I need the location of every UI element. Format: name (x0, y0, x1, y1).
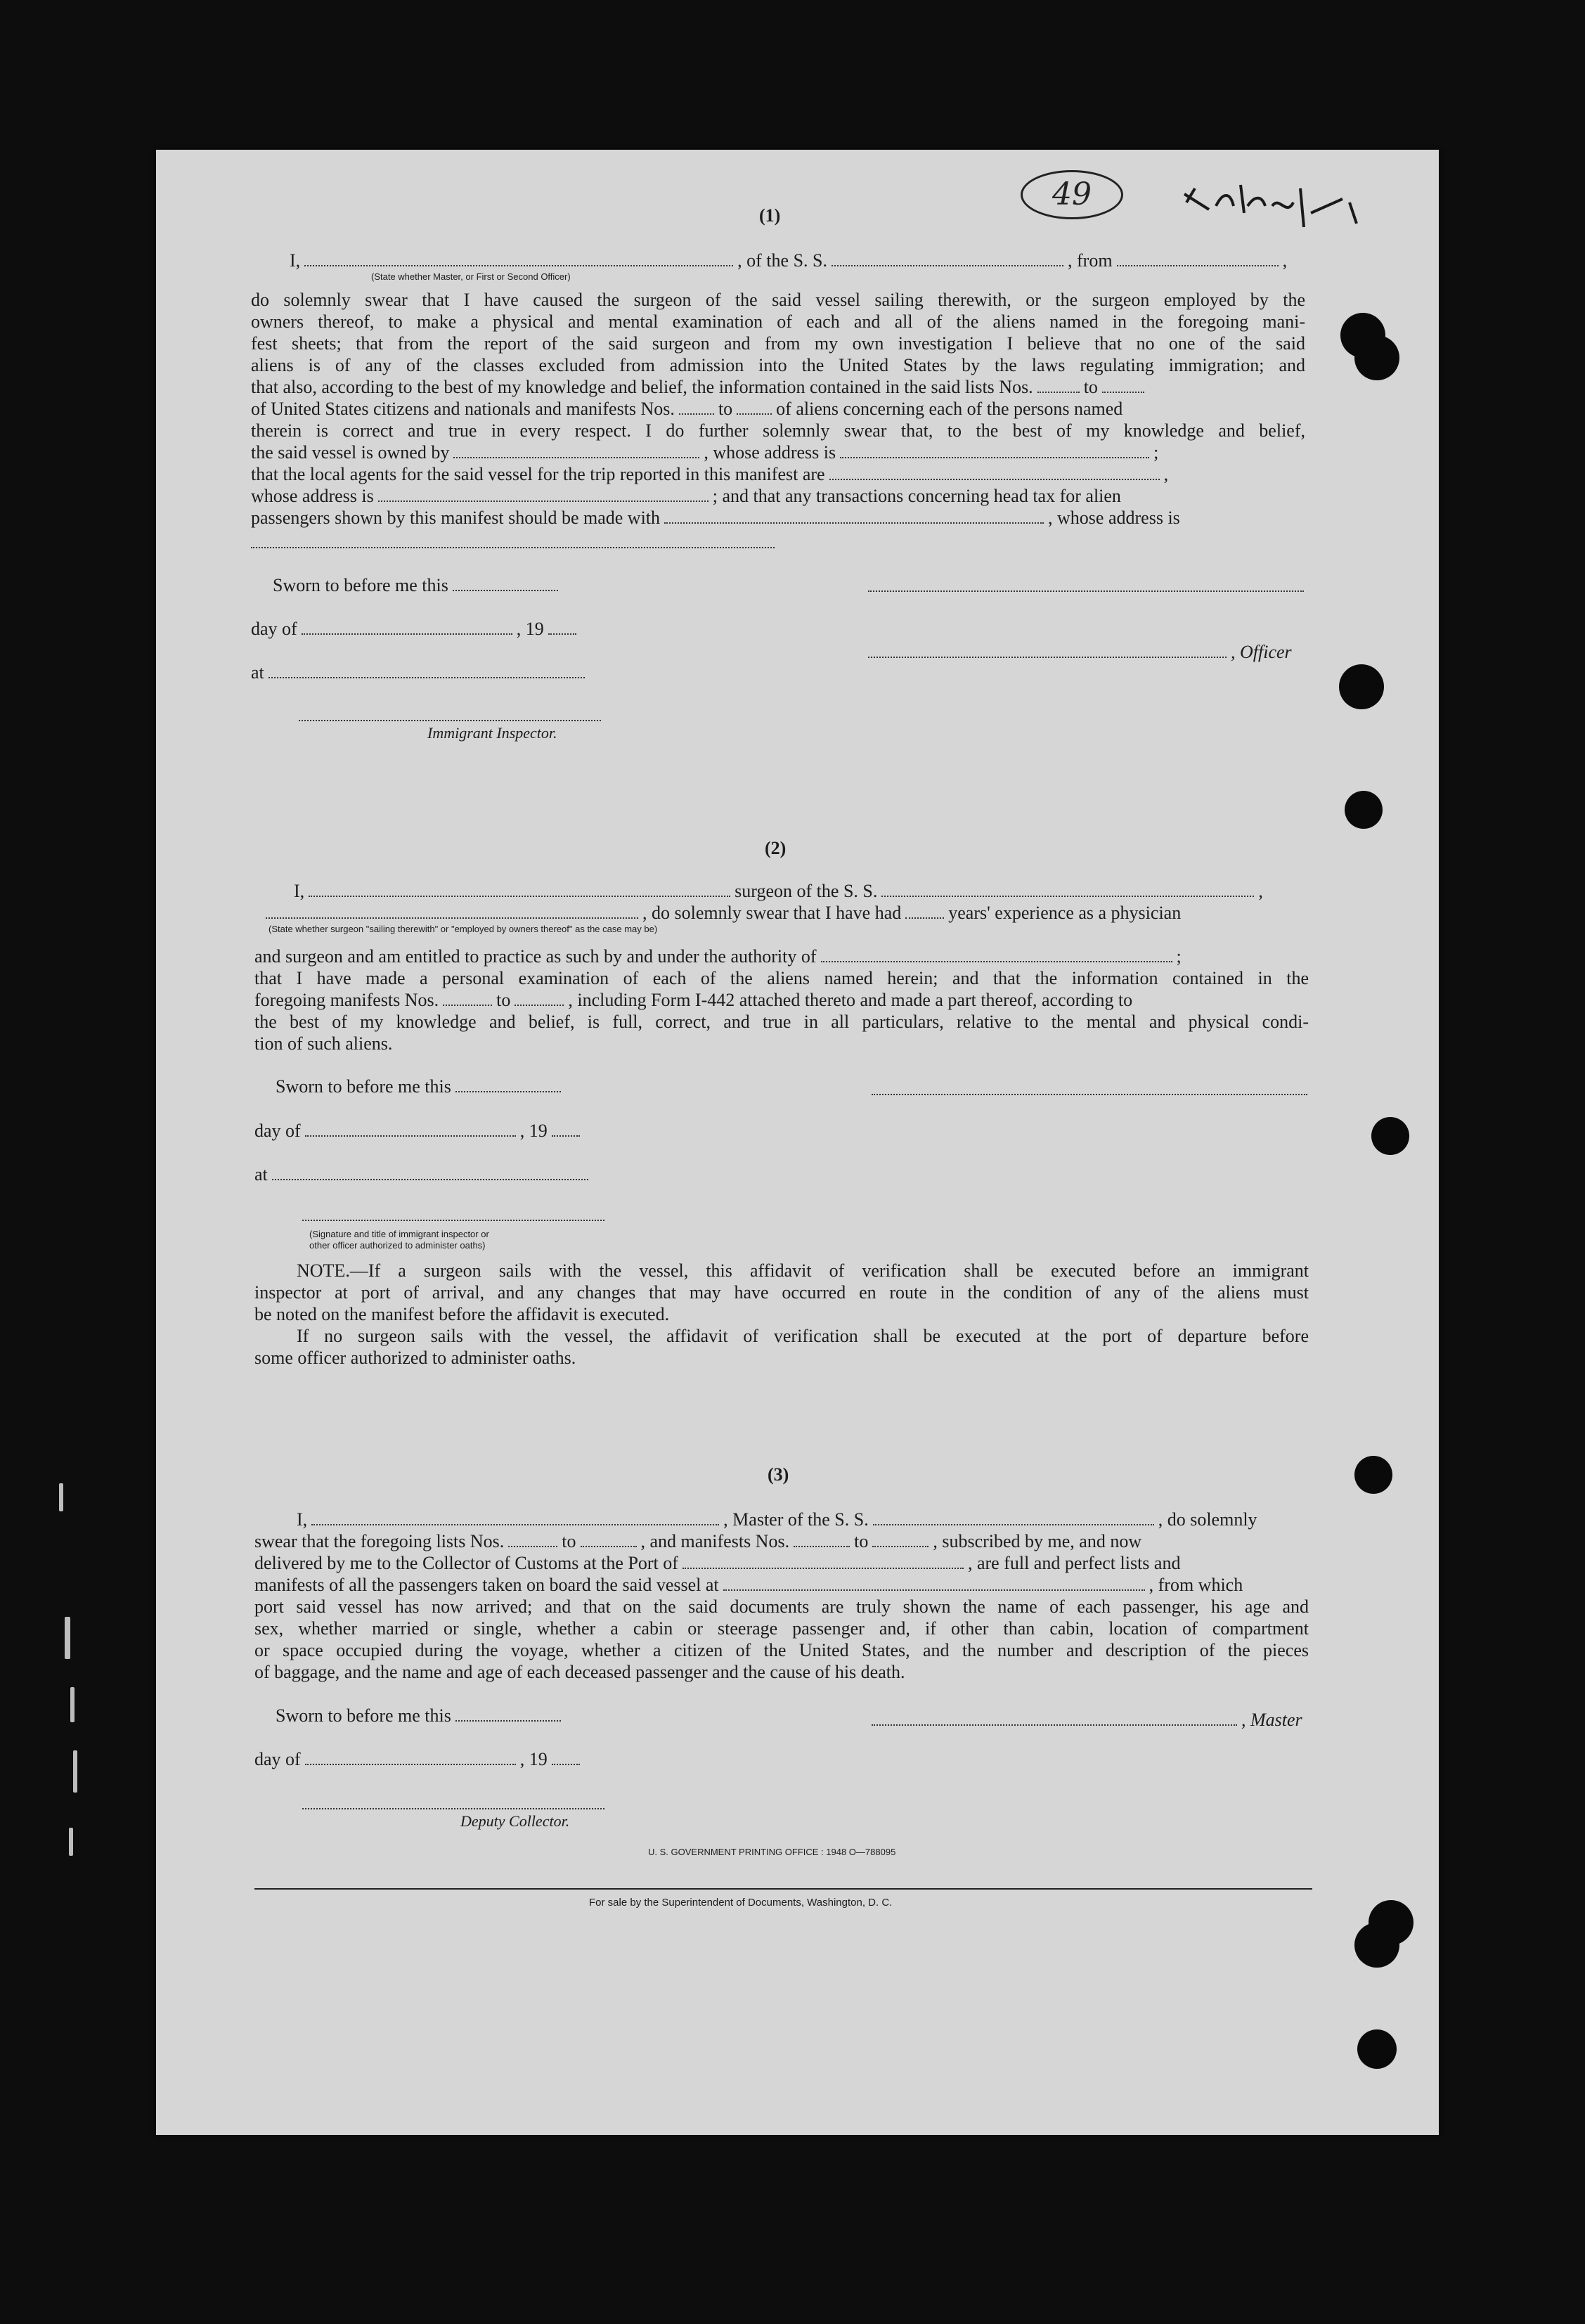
s3-sworn-label: Sworn to before me this (276, 1705, 451, 1726)
s1-at-label: at (251, 662, 264, 683)
s2-line-2 (266, 903, 1181, 924)
s1-sworn (273, 575, 562, 596)
s2-at (254, 1164, 593, 1185)
s1-para-line (251, 486, 1121, 507)
s1-p11b: , whose address is (1048, 508, 1180, 528)
s3-day-label: day of (254, 1749, 301, 1769)
film-speck (73, 1750, 77, 1793)
s2-sworn (276, 1076, 565, 1097)
s2-year-label: , 19 (519, 1121, 548, 1141)
s2-para-line (254, 990, 1132, 1011)
s3-day (254, 1749, 584, 1770)
s1-para-line (251, 377, 1149, 398)
s3-para-line (254, 1531, 1141, 1552)
s3-i-label: I, (297, 1509, 308, 1530)
s3-para-line: sex, whether married or single, whether a cabin or steerage passenger and, if other than cabin, location of compartment (254, 1618, 1309, 1639)
s3-p3a: manifests of all the passengers taken on board the said vessel at (254, 1575, 719, 1595)
punch-hole (1339, 664, 1384, 709)
s2-p1b: ; (1176, 946, 1182, 967)
s2-surgeon-note: (State whether surgeon "sailing therewith" or "employed by owners thereof" as the case may be) (269, 924, 658, 934)
section-3-heading: (3) (768, 1464, 789, 1485)
s3-master-sig-label: , Master (1241, 1710, 1302, 1730)
s1-para-line: owners thereof, to make a physical and mental examination of each and all of the aliens named in the foregoing mani- (251, 311, 1305, 332)
s2-signature-line (872, 1094, 1307, 1095)
s1-comma: , (1282, 250, 1288, 271)
s1-p10a: whose address is (251, 486, 374, 506)
s1-p8b: , whose address is (704, 442, 836, 463)
s3-para-line (254, 1553, 1180, 1574)
s3-p1c: , and manifests Nos. (640, 1531, 790, 1551)
s2-p3a: foregoing manifests Nos. (254, 990, 439, 1010)
s3-p1d: to (854, 1531, 869, 1551)
section-1-heading: (1) (759, 205, 781, 226)
s1-p9b: , (1163, 464, 1169, 484)
s1-p6b: to (718, 399, 733, 419)
s3-deputy-line (302, 1808, 604, 1809)
s1-p6a: of United States citizens and nationals and manifests Nos. (251, 399, 675, 419)
s2-l2a: , do solemnly swear that I have had (642, 903, 902, 923)
footer-rule (254, 1888, 1312, 1890)
s3-p2b: , are full and perfect lists and (967, 1553, 1181, 1573)
s2-p3b: to (496, 990, 511, 1010)
s3-para-line: port said vessel has now arrived; and that on the said documents are truly shown the name of each passenger, his age and (254, 1596, 1309, 1617)
s1-officer (868, 642, 1292, 663)
s1-from-label: , from (1068, 250, 1113, 271)
s2-line-i (294, 881, 1263, 902)
punch-hole (1354, 1456, 1392, 1494)
s3-deputy-label: Deputy Collector. (460, 1812, 570, 1830)
s1-at (251, 662, 589, 683)
s3-p1a: swear that the foregoing lists Nos. (254, 1531, 505, 1551)
s2-para-line: tion of such aliens. (254, 1033, 393, 1054)
s1-para-line: do solemnly swear that I have caused the surgeon of the said vessel sailing therewith, or the surgeon employed by the (251, 290, 1305, 310)
s3-para-line (254, 1575, 1243, 1596)
s1-vessel-label: , of the S. S. (737, 250, 828, 271)
punch-hole (1354, 1923, 1399, 1968)
s2-sworn-label: Sworn to before me this (276, 1076, 451, 1097)
s3-master-label: , Master of the S. S. (723, 1509, 869, 1530)
s1-para-line (251, 508, 1180, 529)
s3-p3b: , from which (1149, 1575, 1243, 1595)
s2-note-line: some officer authorized to administer oaths. (254, 1348, 576, 1368)
s1-day-label: day of (251, 619, 297, 639)
s1-para-line: aliens is of any of the classes excluded from admission into the United States by the laws regulating immigration; and (251, 355, 1305, 375)
s3-master (872, 1710, 1302, 1731)
s1-address-line (251, 547, 775, 548)
s3-line-i (297, 1509, 1257, 1530)
punch-hole (1354, 335, 1399, 380)
s1-para-line (251, 464, 1168, 485)
sale-notice: For sale by the Superintendent of Documents, Washington, D. C. (589, 1897, 893, 1909)
s3-year-label: , 19 (519, 1749, 548, 1769)
s1-year-label: , 19 (516, 619, 544, 639)
s1-officer-note: (State whether Master, or First or Second Officer) (371, 271, 571, 282)
s1-p9a: that the local agents for the said vessel for the trip reported in this manifest are (251, 464, 825, 484)
s3-para-line: or space occupied during the voyage, whether a citizen of the United States, and the number and description of the pieces (254, 1640, 1309, 1660)
s1-p8a: the said vessel is owned by (251, 442, 450, 463)
s1-signature-line (868, 590, 1304, 592)
s2-at-label: at (254, 1164, 268, 1184)
s1-p8c: ; (1153, 442, 1159, 463)
s1-para-line (251, 442, 1158, 463)
s1-p11a: passengers shown by this manifest should be made with (251, 508, 661, 528)
s2-para-line: the best of my knowledge and belief, is full, correct, and true in all particulars, relative to the mental and physical condi- (254, 1012, 1309, 1032)
s2-sig-note-1: (Signature and title of immigrant inspector or (309, 1229, 489, 1239)
s2-surgeon-label: surgeon of the S. S. (735, 881, 878, 901)
handwritten-page-number: 49 (1021, 170, 1123, 219)
s2-note-line: NOTE.—If a surgeon sails with the vessel, this affidavit of verification shall be executed before an immigrant (297, 1260, 1309, 1281)
s1-para-line (251, 399, 1123, 420)
s2-note-line: be noted on the manifest before the affidavit is executed. (254, 1304, 670, 1324)
s1-line-i (290, 250, 1287, 271)
s2-inspector-line (302, 1220, 604, 1221)
s2-sig-note-2: other officer authorized to administer oaths) (309, 1240, 486, 1251)
s3-p2a: delivered by me to the Collector of Customs at the Port of (254, 1553, 678, 1573)
s1-para-line: therein is correct and true in every respect. I do further solemnly swear that, to the best of my knowledge and belief, (251, 420, 1305, 441)
s2-para-line (254, 946, 1182, 967)
punch-hole (1345, 791, 1383, 829)
s2-note-line: If no surgeon sails with the vessel, the affidavit of verification shall be executed at the port of departure before (297, 1326, 1309, 1346)
s1-p5b: to (1083, 377, 1098, 397)
film-speck (59, 1483, 63, 1511)
s2-day-label: day of (254, 1121, 301, 1141)
s3-para-line: of baggage, and the name and age of each deceased passenger and the cause of his death. (254, 1662, 905, 1682)
s1-inspector-line (299, 720, 601, 721)
s1-day (251, 619, 581, 640)
s2-note-line: inspector at port of arrival, and any changes that may have occurred en route in the condition of any of the aliens must (254, 1282, 1309, 1303)
s1-i-label: I, (290, 250, 301, 271)
film-speck (65, 1617, 70, 1659)
s3-sworn (276, 1705, 565, 1726)
s3-p1e: , subscribed by me, and now (933, 1531, 1142, 1551)
film-speck (69, 1828, 73, 1856)
film-speck (70, 1687, 75, 1722)
s1-p6c: of aliens concerning each of the persons named (776, 399, 1123, 419)
s1-inspector-label: Immigrant Inspector. (427, 724, 557, 742)
section-2-heading: (2) (765, 838, 787, 858)
punch-hole (1371, 1117, 1409, 1155)
s2-comma: , (1258, 881, 1263, 901)
s1-p10b: ; and that any transactions concerning head tax for alien (712, 486, 1121, 506)
s2-l2b: years' experience as a physician (948, 903, 1182, 923)
s3-p1b: to (562, 1531, 576, 1551)
gpo-imprint: U. S. GOVERNMENT PRINTING OFFICE : 1948 O—788095 (648, 1847, 896, 1857)
s2-i-label: I, (294, 881, 305, 901)
s1-p5a: that also, according to the best of my knowledge and belief, the information contained in the said lists Nos. (251, 377, 1033, 397)
s2-p1a: and surgeon and am entitled to practice as such by and under the authority of (254, 946, 817, 967)
s1-officer-label: , Officer (1231, 642, 1292, 662)
s2-day (254, 1121, 584, 1142)
punch-hole (1357, 2029, 1397, 2069)
s1-sworn-label: Sworn to before me this (273, 575, 448, 595)
s2-para-line: that I have made a personal examination of each of the aliens named herein; and that the information contained in the (254, 968, 1309, 988)
handwritten-signature (1181, 174, 1392, 238)
s2-p3c: , including Form I-442 attached thereto and made a part thereof, according to (568, 990, 1133, 1010)
s1-para-line: fest sheets; that from the report of the said surgeon and from my own investigation I believe that no one of the said (251, 333, 1305, 354)
s3-end-label: , do solemnly (1158, 1509, 1257, 1530)
